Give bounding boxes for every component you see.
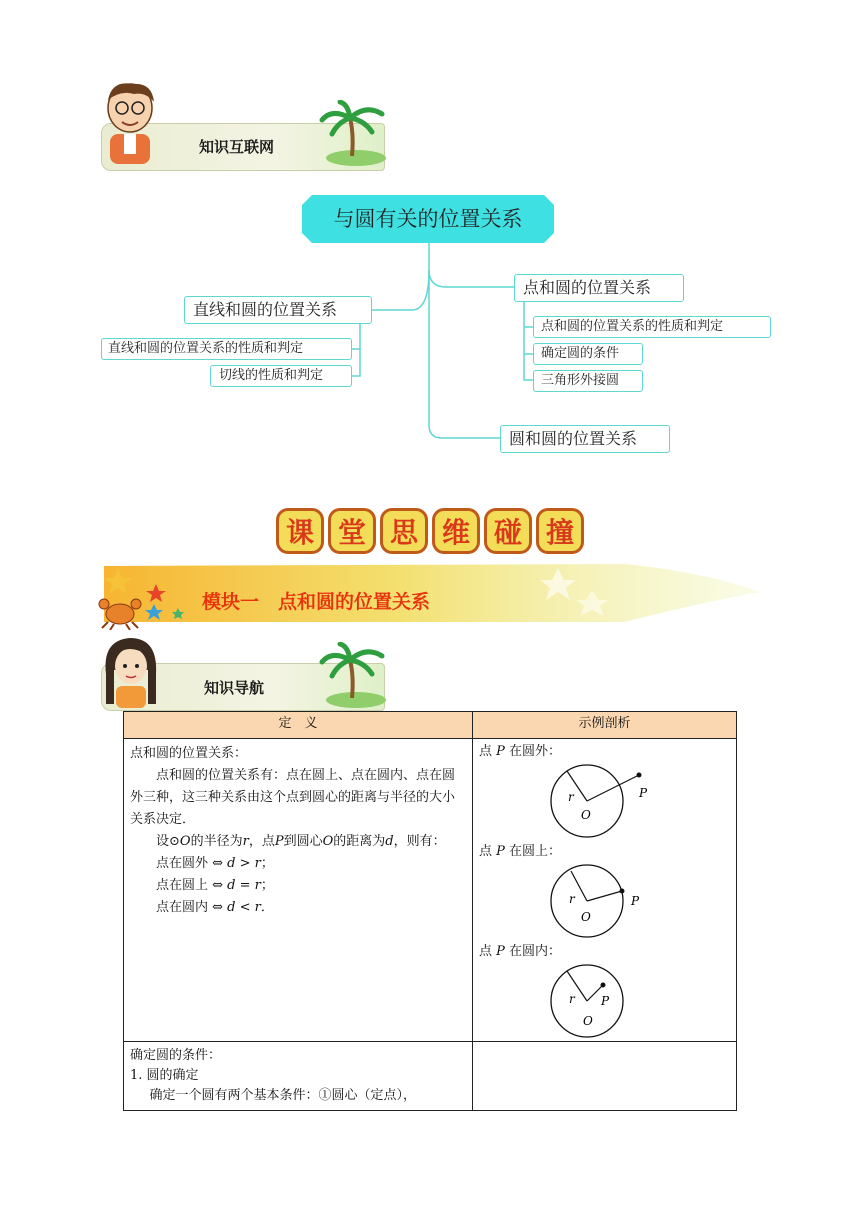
example-outside-label: 点 P 在圆外：	[479, 744, 562, 759]
example-cell-empty	[473, 1042, 737, 1111]
condition-on: 点在圆上 ⇔ d = r；	[156, 878, 274, 893]
mindmap-sub-pc2: 确定圆的条件	[533, 343, 643, 365]
def-title: 点和圆的位置关系：	[130, 746, 248, 761]
classroom-title-char: 撞	[536, 508, 584, 554]
label-O: O	[581, 808, 591, 822]
table-header-example: 示例剖析	[473, 712, 737, 739]
knowledge-table	[123, 711, 737, 1111]
label-r: r	[569, 992, 575, 1006]
label-r: r	[569, 892, 575, 906]
module-title: 模块一 点和圆的位置关系	[202, 591, 431, 613]
label-P: P	[631, 894, 640, 908]
label-O: O	[583, 1014, 593, 1028]
classroom-title-char: 堂	[328, 508, 376, 554]
classroom-title-char: 课	[276, 508, 324, 554]
def-paragraph-2: 设⊙O的半径为r，点P到圆心O的距离为d，则有：	[156, 834, 446, 849]
mindmap-branch-point-circle: 点和圆的位置关系	[514, 274, 684, 302]
diagram-point-on	[479, 863, 729, 939]
label-r: r	[568, 790, 574, 804]
girl-cartoon-icon	[100, 634, 162, 710]
label-P: P	[601, 994, 610, 1008]
table-header-definition: 定 义	[124, 712, 473, 739]
def-paragraph-1: 点和圆的位置关系有：点在圆上、点在圆内、点在圆外三种，这三种关系由这个点到圆心的距离与半径的大小关系决定．	[130, 768, 456, 827]
table-row	[124, 739, 737, 1042]
condition-outside: 点在圆外 ⇔ d > r；	[156, 856, 274, 871]
mindmap-sub-lc1: 直线和圆的位置关系的性质和判定	[101, 338, 352, 360]
definition-cell	[124, 1042, 473, 1111]
label-O: O	[581, 910, 591, 924]
example-on-label: 点 P 在圆上：	[479, 844, 562, 859]
diagram-point-inside	[479, 963, 729, 1039]
palm-tree-icon	[318, 642, 388, 710]
mindmap-branch-line-circle: 直线和圆的位置关系	[184, 296, 372, 324]
mindmap-sub-pc1: 点和圆的位置关系的性质和判定	[533, 316, 771, 338]
classroom-title-char: 碰	[484, 508, 532, 554]
table-row	[124, 1042, 737, 1111]
row2-subtitle: 1. 圆的确定	[130, 1068, 199, 1083]
definition-cell	[124, 739, 473, 1042]
label-P: P	[639, 786, 648, 800]
row2-text: 确定一个圆有两个基本条件：①圆心（定点），	[149, 1088, 417, 1103]
crab-icon	[98, 594, 142, 630]
diagram-point-outside	[479, 763, 729, 839]
table-header-row	[124, 712, 737, 739]
mindmap-branch-circle-circle: 圆和圆的位置关系	[500, 425, 670, 453]
row2-title: 确定圆的条件：	[130, 1048, 222, 1063]
classroom-title-char: 思	[380, 508, 428, 554]
mindmap-sub-lc2: 切线的性质和判定	[210, 365, 352, 387]
condition-inside: 点在圆内 ⇔ d < r．	[156, 900, 274, 915]
classroom-title	[276, 508, 586, 556]
example-cell	[473, 739, 737, 1042]
section-title-nav: 知识导航	[204, 679, 265, 697]
mindmap-sub-pc3: 三角形外接圆	[533, 370, 643, 392]
classroom-title-char: 维	[432, 508, 480, 554]
section-title-network: 知识互联网	[199, 138, 275, 156]
mindmap-root: 与圆有关的位置关系	[333, 207, 523, 231]
example-inside-label: 点 P 在圆内：	[479, 944, 562, 959]
